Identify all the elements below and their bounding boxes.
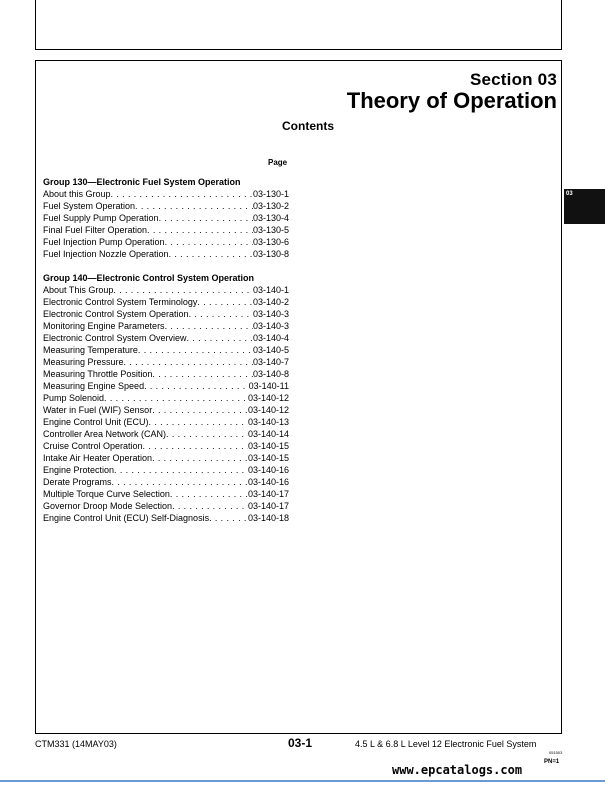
toc-entry-title: Monitoring Engine Parameters (43, 321, 165, 331)
toc-entry-page: 03-130-6 (252, 237, 289, 247)
section-title: Theory of Operation (346, 88, 557, 113)
toc-entry-page: 03-140-15 (247, 453, 289, 463)
toc-entry-title: Measuring Pressure (43, 357, 124, 367)
toc-entry[interactable] (43, 476, 289, 488)
toc-entry-page: 03-140-11 (248, 381, 289, 391)
dot-leader (112, 476, 248, 488)
dot-leader (172, 500, 248, 512)
toc-entry[interactable] (43, 416, 289, 428)
toc-entry-title: Intake Air Heater Operation (43, 453, 153, 463)
toc-entry[interactable] (43, 380, 289, 392)
toc-entry-page: 03-140-7 (252, 357, 289, 367)
section-tab (564, 189, 605, 224)
group-heading: Group 130—Electronic Fuel System Operation (43, 177, 241, 187)
toc-entry[interactable] (43, 440, 289, 452)
toc-entry-title: Fuel System Operation (43, 201, 136, 211)
toc-entry-title: Electronic Control System Terminology (43, 297, 198, 307)
page-column-header: Page (268, 158, 288, 167)
toc-entry[interactable] (43, 200, 289, 212)
dot-leader (152, 368, 253, 380)
toc-entry-title: Electronic Control System Operation (43, 309, 189, 319)
toc-entry-page: 03-140-2 (252, 297, 289, 307)
toc-entry-title: About this Group (43, 189, 111, 199)
toc-entry-page: 03-140-18 (247, 513, 289, 523)
toc-entry-page: 03-140-3 (252, 309, 289, 319)
toc-entry[interactable] (43, 284, 289, 296)
dot-leader (104, 392, 248, 404)
dot-leader (111, 188, 253, 200)
toc-entry-title: Derate Programs (43, 477, 112, 487)
toc-entry[interactable] (43, 404, 289, 416)
toc-entry[interactable] (43, 332, 289, 344)
toc-entry-page: 03-140-5 (252, 345, 289, 355)
toc-entry-title: Final Fuel Filter Operation (43, 225, 148, 235)
toc-entry[interactable] (43, 452, 289, 464)
dot-leader (169, 248, 253, 260)
toc-entry-title: Pump Solenoid (43, 393, 105, 403)
toc-entry-title: Engine Control Unit (ECU) (43, 417, 149, 427)
toc-entry[interactable] (43, 224, 289, 236)
page-number: 03-1 (288, 736, 313, 750)
toc-entry-page: 03-140-13 (247, 417, 289, 427)
toc-entry-title: Engine Control Unit (ECU) Self-Diagnosis (43, 513, 210, 523)
toc-entry[interactable] (43, 236, 289, 248)
pn-label: PN=1 (544, 759, 560, 765)
toc-entry[interactable] (43, 428, 289, 440)
toc-entry-title: Measuring Throttle Position (43, 369, 153, 379)
toc-entry-page: 03-140-16 (247, 465, 289, 475)
dot-leader (159, 212, 253, 224)
toc-entry-page: 03-140-15 (247, 441, 289, 451)
section-tab-label: 03 (566, 191, 573, 197)
toc-entry-title: Governor Droop Mode Selection (43, 501, 173, 511)
toc-entry-title: Fuel Injection Pump Operation (43, 237, 165, 247)
toc-entry-title: Water in Fuel (WIF) Sensor (43, 405, 153, 415)
toc-entry-title: Engine Protection (43, 465, 115, 475)
toc-entry-title: Measuring Temperature (43, 345, 138, 355)
toc-group-140 (43, 272, 289, 524)
toc-entry-page: 03-130-8 (252, 249, 289, 259)
dot-leader (124, 356, 253, 368)
dot-leader (152, 404, 248, 416)
dot-leader (114, 464, 248, 476)
dot-leader (113, 284, 253, 296)
toc-entry[interactable] (43, 464, 289, 476)
toc-group-130 (43, 176, 289, 260)
top-frame (35, 0, 562, 50)
dot-leader (189, 308, 253, 320)
dot-leader (166, 428, 248, 440)
toc-entry-title: Fuel Injection Nozzle Operation (43, 249, 169, 259)
toc-entry-page: 03-140-12 (247, 405, 289, 415)
dot-leader (170, 488, 248, 500)
toc-entry[interactable] (43, 248, 289, 260)
toc-entry-page: 03-140-17 (247, 489, 289, 499)
section-label: Section 03 (469, 70, 557, 89)
toc-entry[interactable] (43, 212, 289, 224)
toc-entry-page: 03-140-17 (247, 501, 289, 511)
toc-entry[interactable] (43, 488, 289, 500)
toc-entry-title: About This Group (43, 285, 114, 295)
toc-entry[interactable] (43, 308, 289, 320)
toc-entry-title: Electronic Control System Overview (43, 333, 187, 343)
doc-title: 4.5 L & 6.8 L Level 12 Electronic Fuel System (355, 739, 537, 749)
toc-entry-page: 03-140-16 (247, 477, 289, 487)
dot-leader (152, 452, 248, 464)
toc-entry[interactable] (43, 512, 289, 524)
watermark-link[interactable]: www.epcatalogs.com (392, 763, 523, 777)
group-heading: Group 140—Electronic Control System Operation (43, 273, 255, 283)
toc-entry-title: Fuel Supply Pump Operation (43, 213, 159, 223)
toc-entry[interactable] (43, 344, 289, 356)
dot-leader (209, 512, 248, 524)
dot-leader (165, 320, 253, 332)
toc-entry-page: 03-130-4 (252, 213, 289, 223)
dot-leader (197, 296, 253, 308)
toc-entry-page: 03-130-5 (252, 225, 289, 235)
toc-entry[interactable] (43, 320, 289, 332)
toc-entry-page: 03-140-14 (247, 429, 289, 439)
dot-leader (165, 236, 253, 248)
toc-entry[interactable] (43, 296, 289, 308)
toc-entry-title: Cruise Control Operation (43, 441, 143, 451)
contents-heading: Contents (282, 119, 334, 133)
toc-entry-page: 03-140-4 (252, 333, 289, 343)
toc-entry-page: 03-140-8 (252, 369, 289, 379)
toc-entry-page: 03-140-12 (247, 393, 289, 403)
toc-entry[interactable] (43, 392, 289, 404)
toc-entry-page: 03-140-3 (252, 321, 289, 331)
toc-entry-page: 03-140-1 (252, 285, 289, 295)
bottom-rule (0, 780, 605, 782)
toc-entry[interactable] (43, 356, 289, 368)
toc-entry-page: 03-130-2 (252, 201, 289, 211)
toc-entry[interactable] (43, 188, 289, 200)
dot-leader (135, 200, 253, 212)
toc-entry-page: 03-130-1 (252, 189, 289, 199)
date-code: 051503 (549, 750, 563, 755)
dot-leader (144, 380, 249, 392)
toc-entry-title: Multiple Torque Curve Selection (43, 489, 170, 499)
toc-entry[interactable] (43, 368, 289, 380)
dot-leader (138, 344, 253, 356)
dot-leader (143, 440, 248, 452)
toc-entry-title: Measuring Engine Speed (43, 381, 145, 391)
dot-leader (149, 416, 248, 428)
dot-leader (147, 224, 253, 236)
toc-entry-title: Controller Area Network (CAN) (43, 429, 167, 439)
toc-entry[interactable] (43, 500, 289, 512)
dot-leader (187, 332, 253, 344)
doc-id: CTM331 (14MAY03) (35, 739, 117, 749)
